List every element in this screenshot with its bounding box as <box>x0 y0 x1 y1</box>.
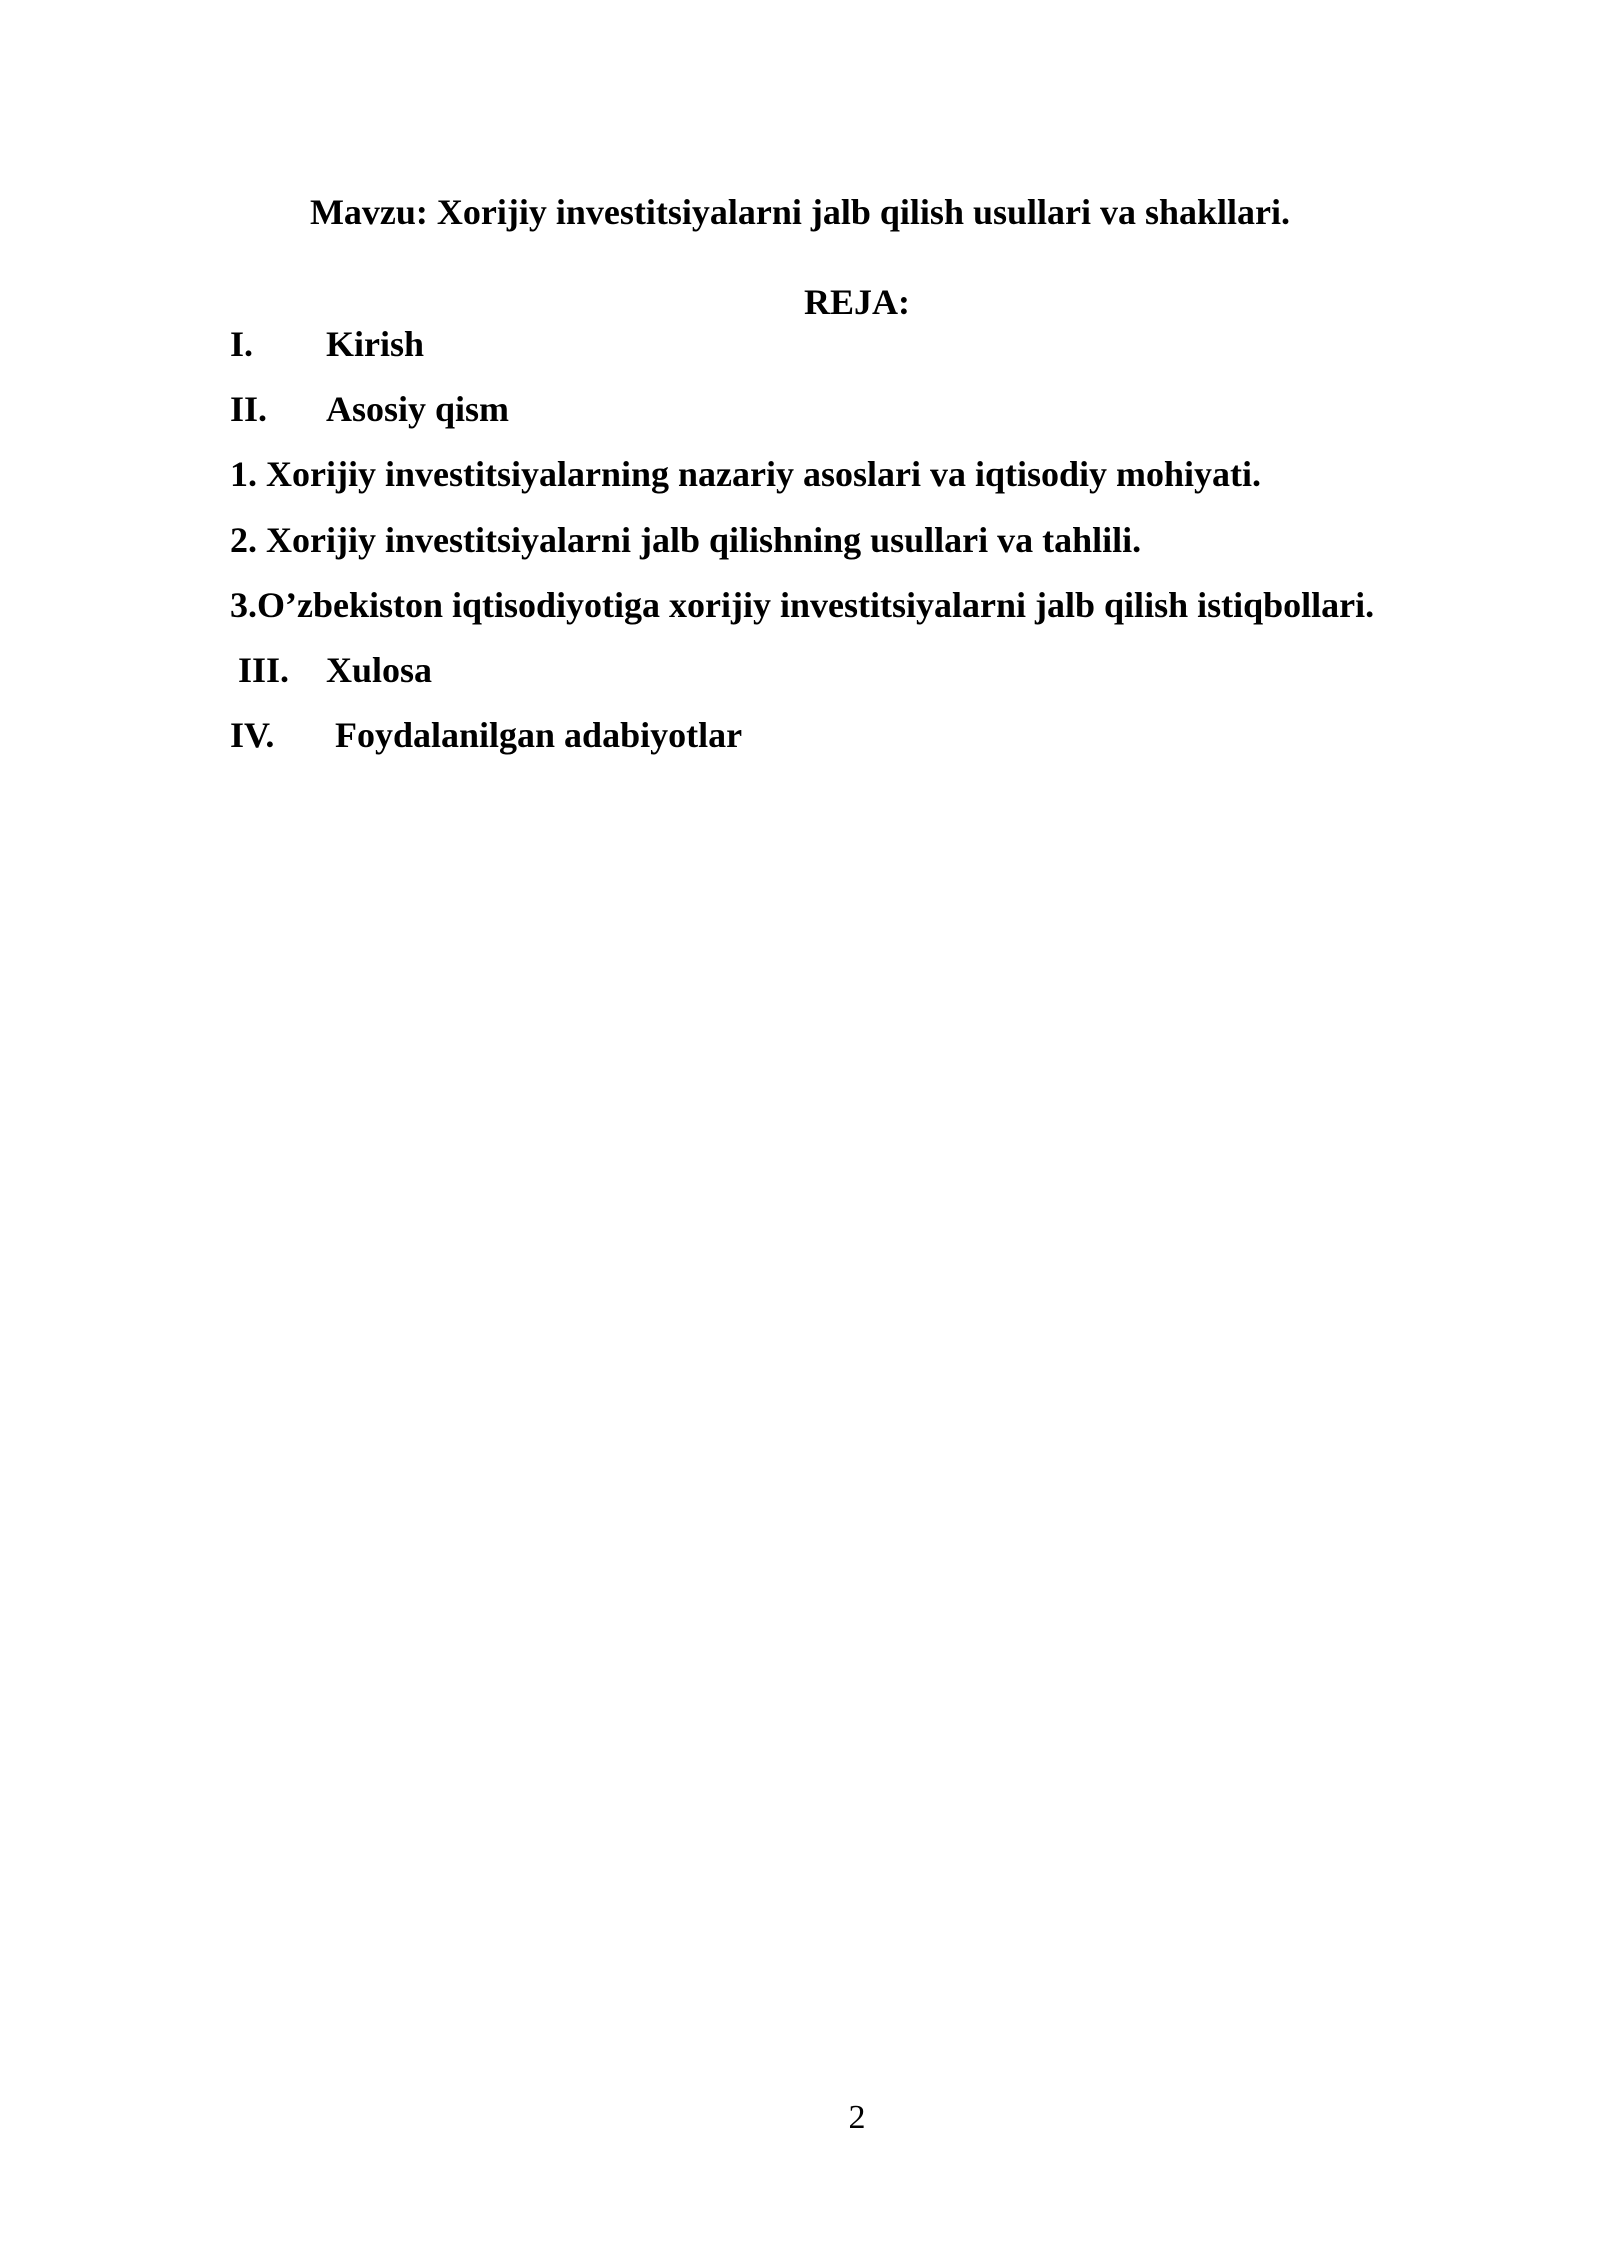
plan-subitem-3: 3.O’zbekiston iqtisodiyotiga xorijiy investitsiyalarni jalb qilish istiqbollari. <box>230 585 1375 625</box>
plan-item-conclusion <box>238 648 432 692</box>
plan-item-number: II. <box>230 389 268 429</box>
plan-item-label: Foydalanilgan adabiyotlar <box>335 715 743 755</box>
plan-item-number: IV. <box>230 715 275 755</box>
plan-subitem-1: 1. Xorijiy investitsiyalarning nazariy asoslari va iqtisodiy mohiyati. <box>230 454 1262 494</box>
plan-item-label: Kirish <box>326 324 425 364</box>
plan-item-introduction <box>230 322 424 366</box>
plan-item-references <box>230 713 742 757</box>
plan-item-number: III. <box>238 650 290 690</box>
document-title: Mavzu: Xorijiy investitsiyalarni jalb qilish usullari va shakllari. <box>309 192 1291 232</box>
plan-item-main-part <box>230 387 509 431</box>
plan-item-number: I. <box>230 324 254 364</box>
page-number: 2 <box>848 2099 866 2136</box>
plan-heading: REJA: <box>804 282 910 322</box>
plan-item-label: Asosiy qism <box>326 389 510 429</box>
plan-item-label: Xulosa <box>326 650 433 690</box>
plan-subitem-2: 2. Xorijiy investitsiyalarni jalb qilishning usullari va tahlili. <box>230 520 1142 560</box>
